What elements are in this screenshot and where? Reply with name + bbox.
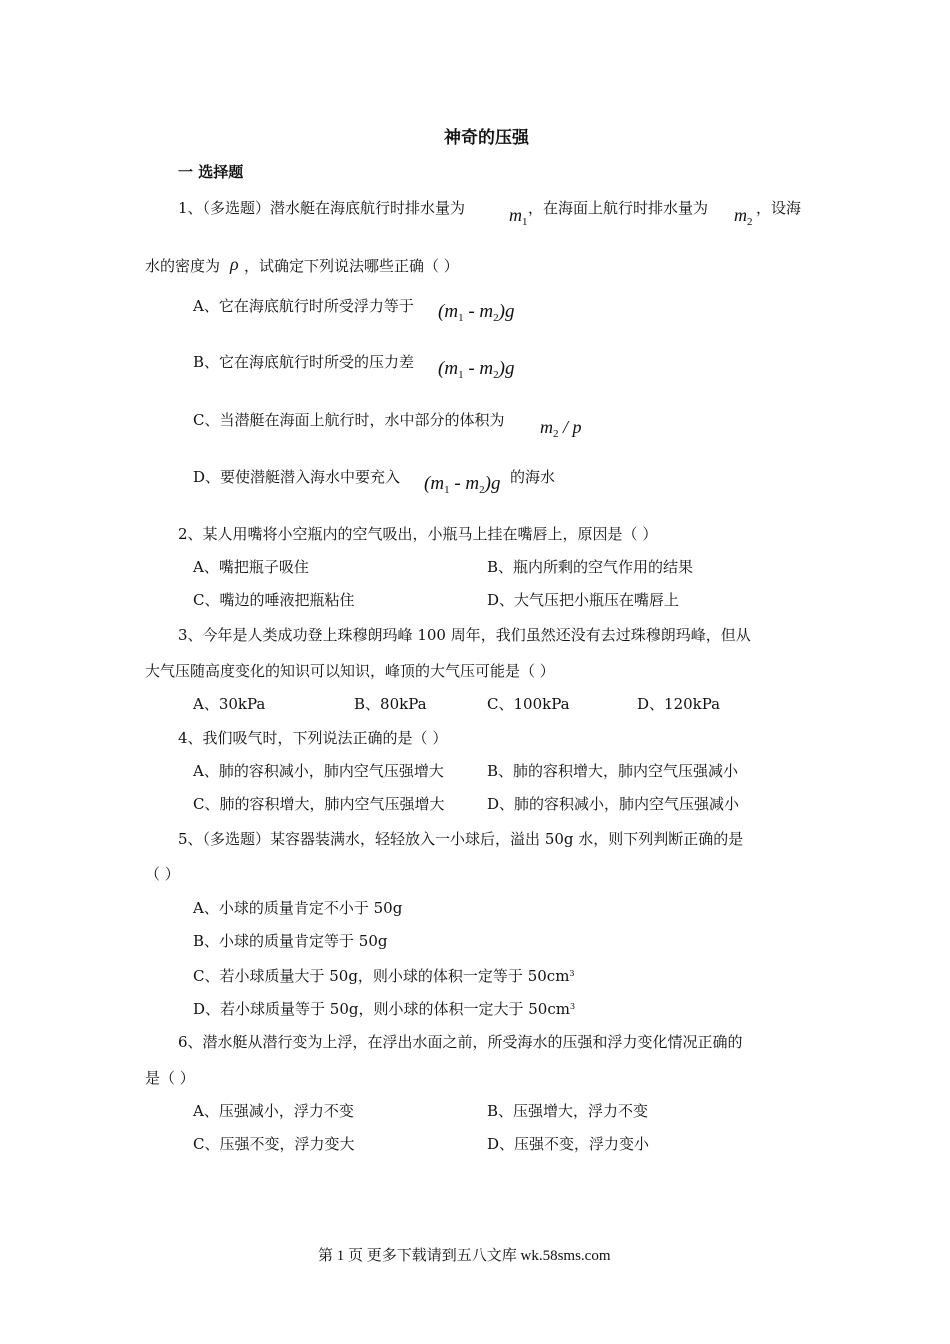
q1-option-b-expr: $(m_1 - m_2)g$ (438, 358, 515, 381)
q3-option-c: C、100kPa (487, 695, 570, 713)
q4-option-a: A、肺的容积减小，肺内空气压强增大 (193, 762, 444, 780)
q3-stem-line2: 大气压随高度变化的知识可以知识，峰顶的大气压可能是（ ） (145, 662, 555, 680)
q5-option-d-text: D、若小球质量等于 50g，则小球的体积一定大于 50cm (193, 1000, 570, 1018)
q1-option-a: A、它在海底航行时所受浮力等于 (193, 297, 414, 315)
q4-option-d: D、肺的容积减小，肺内空气压强减小 (487, 795, 740, 813)
q1-stem-text-b: ，在海面上航行时排水量为 (528, 199, 709, 217)
q3-option-d: D、120kPa (637, 695, 721, 713)
q2-option-b: B、瓶内所剩的空气作用的结果 (487, 558, 694, 576)
q5-option-d (193, 997, 575, 1019)
q1-option-d: D、要使潜艇潜入海水中要充入 (193, 468, 401, 486)
q1-stem-text-e: ，试确定下列说法哪些正确（ ） (244, 257, 459, 275)
section-heading: 一 选择题 (178, 163, 244, 181)
q6-option-b: B、压强增大，浮力不变 (487, 1102, 649, 1120)
q3-stem-line1: 3、今年是人类成功登上珠穆朗玛峰 100 周年，我们虽然还没有去过珠穆朗玛峰，但从 (178, 626, 751, 644)
q2-stem: 2、某人用嘴将小空瓶内的空气吸出，小瓶马上挂在嘴唇上，原因是（ ） (178, 525, 658, 543)
q6-stem-line1: 6、潜水艇从潜行变为上浮，在浮出水面之前，所受海水的压强和浮力变化情况正确的 (178, 1033, 743, 1051)
q1-stem-text-c: ，设海 (756, 199, 802, 217)
q5-stem-line1: 5、（多选题）某容器装满水，轻轻放入一小球后，溢出 50g 水，则下列判断正确的是 (178, 830, 744, 848)
q3-option-b: B、80kPa (354, 695, 427, 713)
page-footer: 第 1 页 更多下载请到五八文库 wk.58sms.com (318, 1248, 611, 1264)
q1-option-a-expr: $(m_1 - m_2)g$ (438, 301, 515, 324)
q5-option-c-text: C、若小球质量大于 50g，则小球的体积一定等于 50cm (193, 967, 570, 985)
q1-option-b: B、它在海底航行时所受的压力差 (193, 353, 415, 371)
q5-option-a: A、小球的质量肯定不小于 50g (193, 899, 403, 917)
q1-symbol-rho: ρ (230, 254, 239, 274)
q5-option-b: B、小球的质量肯定等于 50g (193, 932, 388, 950)
q4-option-b: B、肺的容积增大，肺内空气压强减小 (487, 762, 739, 780)
q1-stem-line1 (178, 198, 465, 218)
q4-stem: 4、我们吸气时，下列说法正确的是（ ） (178, 729, 448, 747)
q1-stem-text-a: 1、（多选题）潜水艇在海底航行时排水量为 (178, 199, 466, 217)
q1-stem-text-d: 水的密度为 (145, 257, 221, 275)
q1-symbol-m2: $m_2$ (734, 205, 753, 228)
q2-option-c: C、嘴边的唾液把瓶粘住 (193, 591, 355, 609)
q5-stem-line2: （ ） (145, 865, 180, 883)
q6-option-a: A、压强减小，浮力不变 (193, 1102, 354, 1120)
q5-option-c (193, 964, 575, 986)
q2-option-a: A、嘴把瓶子吸住 (193, 558, 309, 576)
q1-option-c-expr: $m_2$ / p (540, 417, 582, 440)
q6-stem-line2: 是（ ） (145, 1069, 195, 1087)
q3-option-a: A、30kPa (193, 695, 266, 713)
q4-option-c: C、肺的容积增大，肺内空气压强增大 (193, 795, 445, 813)
q1-symbol-m1: $m_1$ (509, 205, 528, 228)
q1-option-c: C、当潜艇在海面上航行时，水中部分的体积为 (193, 411, 505, 429)
q1-option-d-tail: 的海水 (510, 468, 556, 486)
page-title: 神奇的压强 (444, 128, 529, 148)
q2-option-d: D、大气压把小瓶压在嘴唇上 (487, 591, 680, 609)
q6-option-c: C、压强不变，浮力变大 (193, 1135, 355, 1153)
q6-option-d: D、压强不变，浮力变小 (487, 1135, 650, 1153)
q5-option-c-sup: 3 (569, 969, 575, 978)
q5-option-d-sup: 3 (569, 1002, 576, 1011)
q1-option-d-expr: $(m_1 - m_2)g$ (424, 473, 501, 496)
